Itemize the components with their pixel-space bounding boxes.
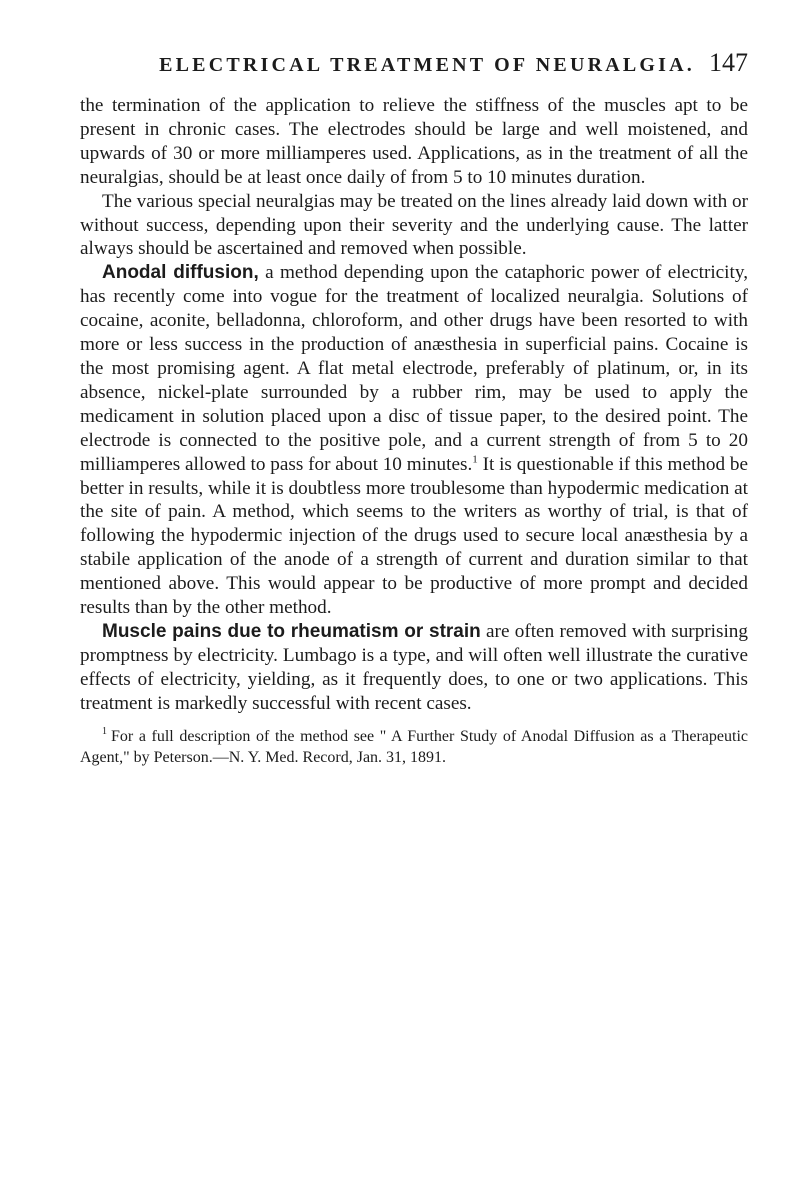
body-text: [80, 94, 748, 716]
sidehead-anodal-diffusion: Anodal diffusion,: [102, 262, 259, 284]
footnote-reference: 1: [472, 453, 478, 466]
muscle-pains-text: are often removed with surprising promptness by electricity. Lumbago is a type, and will often well illustrate the curative effects of electricity, yielding, as it frequently does, to one or two applications. This treatment is markedly successful with recent cases.: [80, 620, 748, 714]
paragraph-anodal-diffusion: [80, 261, 748, 620]
anodal-diffusion-text-b: It is questionable if this method be better in results, while it is doubtless more troublesome than hypodermic medication at the site of pain. A method, which seems to the writers as worthy of trial, is that of following the hypodermic injection of the drugs used to secure local anæsthesia by a stabile application of the anode of a strength of current and duration similar to that mentioned above. This would appear to be productive of more prompt and decided results than by the other method.: [80, 453, 749, 619]
anodal-diffusion-text-a: a method depending upon the cataphoric power of electricity, has recently come into vogue for the treatment of localized neuralgia. Solutions of cocaine, aconite, belladonna, chloroform, and other drugs have been resorted to with more or less success in the production of anæsthesia in superficial pains. Cocaine is the most promising agent. A flat metal electrode, preferably of platinum, or, in its absence, nickel-plate surrounded by a rubber rim, may be used to apply the medicament in solution placed upon a disc of tissue paper, to the desired point. The electrode is connected to the positive pole, and a current strength of from 5 to 20 milliamperes allowed to pass for about 10 minutes.: [80, 262, 748, 475]
paragraph-special-neuralgias: The various special neuralgias may be treated on the lines already laid down with or without success, depending upon their severity and the underlying cause. The latter always should be ascertained and removed when possible.: [80, 190, 748, 260]
book-page: [80, 48, 748, 768]
running-head: [80, 48, 748, 82]
page-number: 147: [709, 48, 748, 77]
paragraph-muscle-pains: [80, 620, 748, 716]
footnote: [80, 726, 748, 768]
footnote-text: For a full description of the method see " A Further Study of Anodal Diffusion as a Therapeutic Agent," by Peterson.—N. Y. Med. Record, Jan. 31, 1891.: [80, 727, 748, 766]
sidehead-muscle-pains: Muscle pains due to rheumatism or strain: [102, 620, 481, 642]
running-head-title: ELECTRICAL TREATMENT OF NEURALGIA.: [159, 54, 695, 76]
paragraph-continuation: the termination of the application to relieve the stiffness of the muscles apt to be present in chronic cases. The electrodes should be large and well moistened, and upwards of 30 or more milliamperes used. Applications, as in the treatment of all the neuralgias, should be at least once daily of from 5 to 10 minutes duration.: [80, 95, 748, 188]
footnote-mark: 1: [102, 726, 107, 738]
